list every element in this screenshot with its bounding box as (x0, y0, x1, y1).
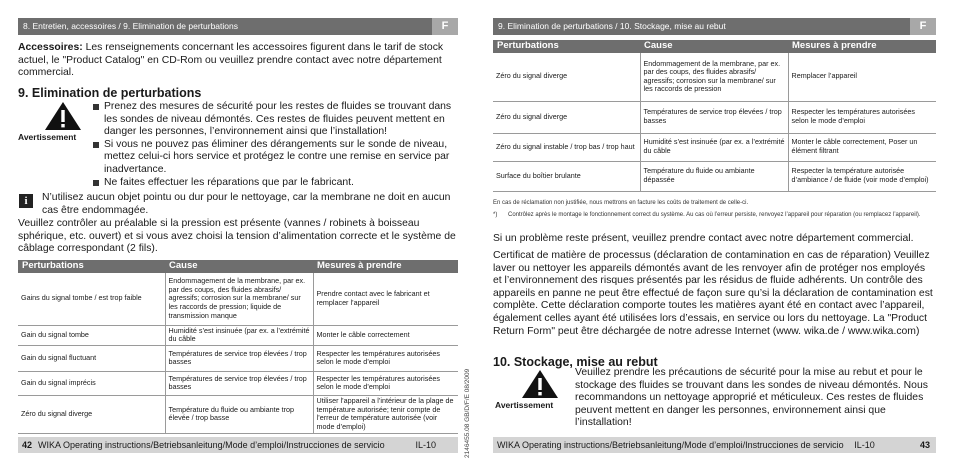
table-cell: Endommagement de la membrane, par ex. par des coups, des fluides abrasifs/ agressifs; corrosion sur la membrane/ sur les raccords de pression; liquide de transmission manque (165, 273, 313, 325)
document-code: 2146455.08 GB/D/F/E 08/2009 (464, 368, 471, 458)
footer-code: IL-10 (415, 440, 436, 450)
right-page (477, 0, 954, 471)
warning-triangle-icon (520, 369, 560, 399)
table-cell: Températures de service trop élevées / trop basses (165, 371, 313, 395)
table-row (18, 371, 458, 395)
info-icon: i (19, 194, 33, 208)
table-row (18, 345, 458, 371)
col-header-perturbations: Perturbations (493, 40, 640, 53)
storage-warning-text: Veuillez prendre les précautions de sécurité pour la mise au rebut et pour le stockage des fluides se trouvant dans les sondes de niveau démontés. Nous recommandons un nettoyage approprié et méticuleux. Ces restes de fluides peuvent mettent en danger les personnes, environnement ainsi que l’installation! (575, 367, 928, 429)
table-cell: Gains du signal tombe / est trop faible (18, 273, 165, 325)
section-title-9: 9. Elimination de perturbations (18, 86, 202, 100)
col-header-cause: Cause (640, 40, 788, 53)
table-cell: Remplacer l’appareil (788, 53, 936, 101)
table-cell: Zéro du signal instable / trop bas / trop haut (493, 133, 640, 161)
table-cell: Utiliser l’appareil a l’intérieur de la plage de température autorisée; tenir compte de l’erreur de température autorisée (voir mode d’emploi) (313, 395, 458, 433)
warning-item: Prenez des mesures de sécurité pour les restes de fluides se trouvant dans les sondes de niveau démontés. Ces restes de fluides peuvent mettent en danger les personnes, l’environnement ainsi que l’installation! (91, 101, 458, 139)
table-cell: Gain du signal tombe (18, 325, 165, 345)
table-cell: Respecter la température autorisée d’ambiance / de fluide (voir mode d’emploi) (788, 161, 936, 191)
col-header-mesures: Mesures à prendre (313, 260, 458, 273)
footer-text: WIKA Operating instructions/Betriebsanleitung/Mode d’emploi/Instrucciones de servicio (38, 440, 385, 450)
table-row (18, 395, 458, 433)
table-cell: Respecter les températures autorisées selon le mode d’emploi (788, 101, 936, 133)
table-cell: Respecter les températures autorisées selon le mode d’emploi (313, 345, 458, 371)
table-cell: Humidité s’est insinuée (par ex. a l’extrémité du câble (165, 325, 313, 345)
table-row (18, 325, 458, 345)
col-header-cause: Cause (165, 260, 313, 273)
contact-paragraph: Si un problème reste présent, veuillez prendre contact avec notre département commercial. (493, 233, 914, 244)
table-row (493, 133, 936, 161)
accessories-paragraph (18, 42, 458, 80)
right-footer (493, 437, 936, 453)
left-header-text: 8. Entretien, accessoires / 9. Elimination de perturbations (23, 21, 238, 31)
warning-label: Avertissement (495, 400, 554, 410)
table-cell: Zéro du signal diverge (493, 53, 640, 101)
table-row (493, 101, 936, 133)
accessories-text: Les renseignements concernant les accessoires figurent dans le tarif de stock actuel, le "Product Catalog" en CD-Rom ou veuillez prendre contact avec notre département commercial. (18, 42, 444, 79)
table-cell: Zéro du signal diverge (18, 395, 165, 433)
table-cell: Respecter les températures autorisées selon le mode d’emploi (313, 371, 458, 395)
troubleshooting-table-right (493, 40, 936, 192)
table-cell: Monter le câble correctement, Poser un élément filtrant (788, 133, 936, 161)
accessories-label: Accessoires: (18, 42, 83, 53)
language-tag: F (432, 18, 458, 35)
table-row (493, 161, 936, 191)
table-cell: Monter le câble correctement (313, 325, 458, 345)
footnote-check: Contrôlez après le montage le fonctionnement correct du système. Au cas où l’erreur persiste, renvoyez l’appareil pour réparation (ou remplacez l’appareil). (508, 212, 921, 218)
table-cell: Gain du signal imprécis (18, 371, 165, 395)
right-header-text: 9. Elimination de perturbations / 10. Stockage, mise au rebut (498, 21, 726, 31)
table-cell: Gain du signal fluctuant (18, 345, 165, 371)
left-page-header (18, 18, 458, 35)
info-text: N’utilisez aucun objet pointu ou dur pour le nettoyage, car la membrane ne doit en aucun cas être endommagée. (42, 192, 451, 216)
left-footer (18, 437, 458, 453)
warning-label: Avertissement (18, 132, 77, 142)
table-cell: Températures de service trop élevées / trop basses (640, 101, 788, 133)
certificate-paragraph: Certificat de matière de processus (déclaration de contamination en cas de réparation) Veuillez laver ou nettoyer les appareils démontés avant de les renvoyer afin de protéger nos employés et l’environnement des risques présentés par les résidus de fluide adhérents. Un contrôle des appareils en panne ne peut être effectué de façon sure qu’si la déclaration de contamination est complète. Cette déclaration comporte toutes les matières ayant été en contact avec l’appareil, également celles ayant été utilisées lors d’essais, en service ou lors du nettoyage. La "Product Return Form" peut être déchargée de notre adresse Internet (www. wika.de / www.wika.com) (493, 250, 933, 337)
warning-item: Si vous ne pouvez pas éliminer des dérangements sur le sonde de niveau, mettez celui-ci hors service et protégez le contre une remise en service par inadvertance. (91, 139, 458, 177)
footnote-marker: *) (493, 212, 498, 218)
language-tag: F (910, 18, 936, 35)
table-row (493, 53, 936, 101)
col-header-mesures: Mesures à prendre (788, 40, 936, 53)
table-cell: Zéro du signal diverge (493, 101, 640, 133)
warning-triangle-icon (43, 101, 83, 131)
page-number: 43 (919, 440, 930, 450)
warning-list (91, 101, 458, 189)
table-cell: Température du fluide ou ambiante dépassée (640, 161, 788, 191)
page-number: 42 (22, 440, 33, 450)
table-cell: Température du fluide ou ambiante trop élevée / trop basse (165, 395, 313, 433)
table-cell: Températures de service trop élevées / trop basses (165, 345, 313, 371)
col-header-perturbations: Perturbations (18, 260, 165, 273)
table-cell: Humidité s’est insinuée (par ex. a l’extrémité du câble (640, 133, 788, 161)
section-title-10: 10. Stockage, mise au rebut (493, 355, 658, 369)
footer-text: WIKA Operating instructions/Betriebsanleitung/Mode d’emploi/Instrucciones de servicio (497, 440, 844, 450)
table-cell: Surface du boîtier brulante (493, 161, 640, 191)
verify-paragraph: Veuillez contrôler au préalable si la pression est présente (vannes / robinets à boisseau sphérique, etc. ouvert) et si vous avez choisi la tension d’alimentation correcte et le système de câblage correspondant (2 fils). (18, 218, 456, 255)
table-cell: Prendre contact avec le fabricant et remplacer l’appareil (313, 273, 458, 325)
footnote-claims: En cas de réclamation non justifiée, nous mettrons en facture les coûts de traitement de celle-ci. (493, 200, 749, 206)
table-cell: Endommagement de la membrane, par ex. par des coups, des fluides abrasifs/ agressifs; corrosion sur la membrane/ sur les raccords de pression (640, 53, 788, 101)
right-page-header (493, 18, 936, 35)
table-row (18, 273, 458, 325)
footer-code: IL-10 (854, 440, 875, 450)
troubleshooting-table-left (18, 260, 458, 434)
warning-item: Ne faites effectuer les réparations que par le fabricant. (91, 177, 458, 190)
